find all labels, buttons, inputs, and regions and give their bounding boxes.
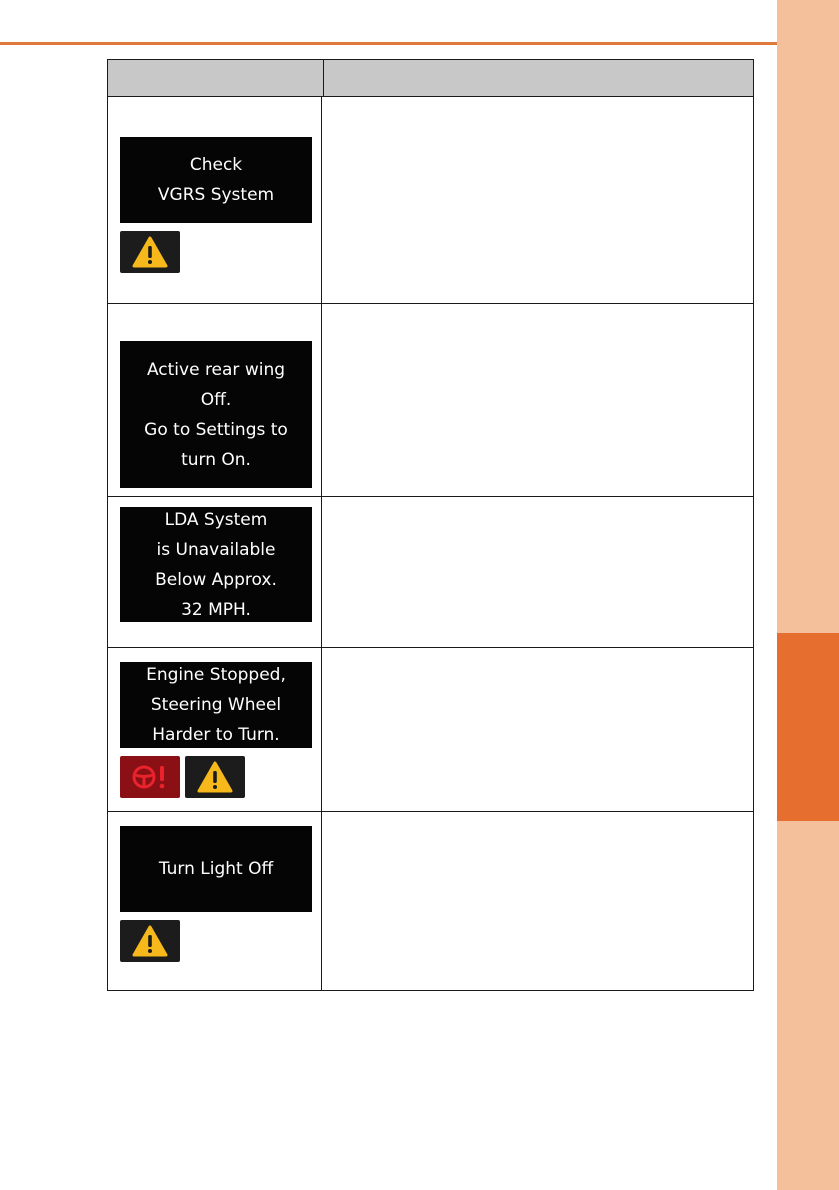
message-display	[120, 662, 312, 748]
table-row	[107, 96, 753, 303]
display-line: Engine Stopped,	[146, 665, 286, 685]
warning-triangle-icon	[120, 231, 180, 273]
description-cell	[322, 812, 753, 990]
display-line: Steering Wheel	[150, 695, 282, 715]
power-steering-warning-icon	[120, 756, 180, 798]
display-line: is Unavailable	[156, 539, 276, 560]
message-display	[120, 341, 312, 488]
description-cell	[322, 648, 753, 811]
display-line: Check	[189, 155, 243, 175]
description-cell	[322, 304, 753, 496]
header-cell-details	[324, 60, 753, 96]
display-line: turn On.	[181, 449, 251, 470]
table-row	[107, 303, 753, 496]
display-line: 32 MPH.	[181, 599, 251, 620]
display-line: VGRS System	[157, 185, 275, 205]
header-rule	[0, 42, 777, 45]
table-row	[107, 647, 753, 811]
message-display	[120, 826, 312, 912]
message-cell	[107, 304, 322, 496]
warning-triangle-icon	[185, 756, 245, 798]
chapter-tab	[777, 633, 839, 821]
message-cell	[107, 497, 322, 647]
display-line: Off.	[200, 389, 232, 410]
table-row	[107, 496, 753, 647]
table-row	[107, 811, 753, 990]
display-line: Harder to Turn.	[152, 725, 280, 745]
chapter-side-strip	[777, 0, 839, 1190]
warning-message-table	[107, 59, 754, 991]
header-cell-message	[107, 60, 324, 96]
warning-triangle-icon	[120, 920, 180, 962]
table-header	[107, 59, 753, 96]
message-cell	[107, 812, 322, 990]
display-line: Go to Settings to	[144, 419, 288, 440]
message-display	[120, 507, 312, 622]
display-line: Below Approx.	[155, 569, 277, 590]
display-line: LDA System	[164, 509, 268, 530]
message-cell	[107, 648, 322, 811]
display-line: Turn Light Off	[158, 859, 274, 879]
message-display	[120, 137, 312, 223]
description-cell	[322, 497, 753, 647]
display-line: Active rear wing	[146, 359, 286, 380]
message-cell	[107, 97, 322, 303]
description-cell	[322, 97, 753, 303]
